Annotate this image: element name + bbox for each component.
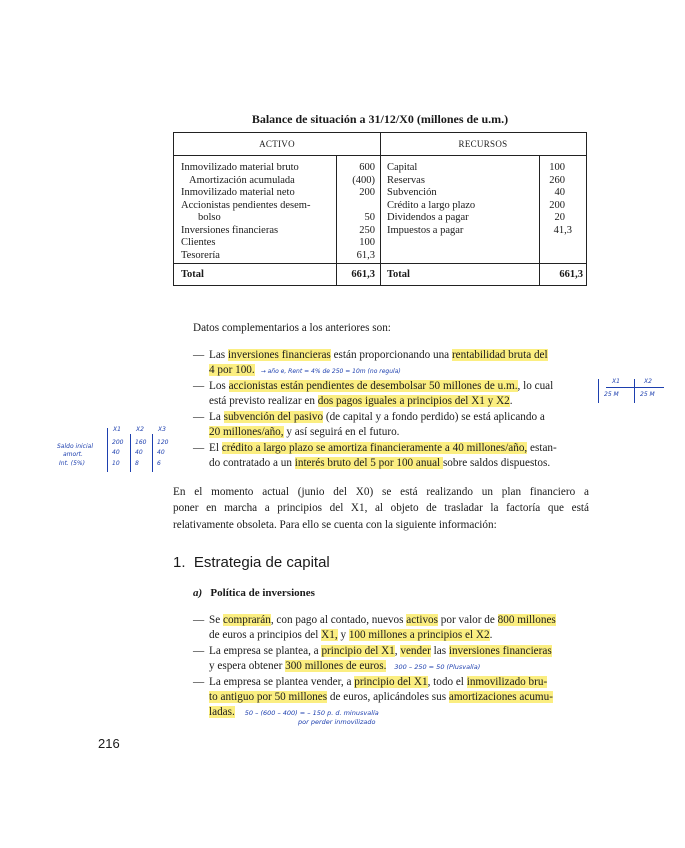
activo-row-label: Amortización acumulada <box>189 174 295 186</box>
bullet-dash: — <box>193 614 205 626</box>
highlighted-text: principio del X1 <box>354 676 428 688</box>
handwritten-note: 50 – (600 – 400) = – 150 p. d. minusvalía <box>244 709 379 718</box>
recursos-row-value: 100 <box>549 162 565 173</box>
datos-bullet-3: — La subvención del pasivo (de capital y a fondo perdido) se está aplicando a 20 millones/año, y así seguirá en el futuro. <box>193 411 545 439</box>
activo-row-value: 100 <box>359 237 375 248</box>
recursos-total-label: Total <box>387 269 410 280</box>
margin-loan-schedule: X1 X2 X3 Saldo inicial 200 160 120 amort. 40 40 40 Int. (5%) 10 8 6 <box>57 426 177 476</box>
highlighted-text: amortizaciones acumu- <box>448 691 553 704</box>
highlighted-text: rentabilidad bruta del <box>451 349 548 361</box>
recursos-row-label: Reservas <box>387 174 425 186</box>
margin-line <box>606 387 664 388</box>
highlighted-text: vender <box>400 645 431 657</box>
highlighted-text: ladas. <box>209 706 235 719</box>
recursos-row-value: 20 <box>554 212 565 223</box>
activo-total-value: 661,3 <box>351 269 375 280</box>
activo-row-value: 61,3 <box>356 249 375 261</box>
activo-row-label: Inversiones financieras <box>181 224 279 236</box>
margin-shareholder-payments: X1 X2 25 M 25 M <box>596 377 668 407</box>
activo-row-label: Inmovilizado material neto <box>181 187 295 198</box>
margin-line <box>634 379 635 403</box>
activo-row-label: Clientes <box>181 237 216 248</box>
margin-line <box>107 428 108 472</box>
margin-line <box>130 434 131 472</box>
inv-bullet-2: — La empresa se plantea, a principio del X1, vender las inversiones financieras y espera obtener 300 millones de euros. 300 – 250 = 50 (Plusvalía) <box>193 645 552 673</box>
highlighted-text: X1, <box>321 629 338 642</box>
recursos-row-value: 260 <box>549 174 565 186</box>
recursos-row-value: 41,3 <box>553 224 572 236</box>
activo-row-value: 250 <box>359 224 375 236</box>
activo-row-value: 600 <box>359 162 375 173</box>
activo-total-label: Total <box>181 269 204 280</box>
table-title: Balance de situación a 31/12/X0 (millones de u.m.) <box>251 112 509 126</box>
handwritten-note: → año e, Rent = 4% de 250 = 10m (no regula) <box>260 368 401 376</box>
datos-bullet-1: — Las inversiones financieras están proporcionando una rentabilidad bruta del 4 por 100. → año e, Rent = 4% de 250 = 10m (no regula) <box>193 349 548 377</box>
datos-intro: Datos complementarios a los anteriores son: <box>193 322 391 334</box>
recursos-row-value: 40 <box>554 187 565 198</box>
recursos-row-label: Subvención <box>387 187 437 198</box>
highlighted-text: crédito a largo plazo se amortiza financieramente a 40 millones/año, <box>221 442 528 454</box>
highlighted-text: comprarán <box>222 614 271 626</box>
bullet-dash: — <box>193 411 205 423</box>
highlighted-text: subvención del pasivo <box>223 411 324 423</box>
highlighted-text: 100 millones a principios el X2 <box>348 629 490 642</box>
handwritten-note: por perder inmovilizado <box>298 718 376 726</box>
recursos-row-label: Capital <box>387 162 418 173</box>
recursos-header: RECURSOS <box>458 139 508 149</box>
recursos-row-label: Impuestos a pagar <box>387 224 464 236</box>
activo-row-label: Accionistas pendientes desem- <box>181 199 311 211</box>
highlighted-text: dos pagos iguales a principios del X1 y X2 <box>317 395 510 408</box>
activo-row-label: Inmovilizado material bruto <box>181 162 299 173</box>
recursos-row-value: 200 <box>549 199 565 211</box>
activo-row-value: 50 <box>364 212 375 223</box>
page-number: 216 <box>98 736 120 751</box>
margin-line <box>598 379 599 403</box>
highlighted-text: principio del X1 <box>321 645 395 657</box>
datos-bullet-4: — El crédito a largo plazo se amortiza financieramente a 40 millones/año, estan- do contratado a un interés bruto del 5 por 100 anual sobre saldos dispuestos. <box>193 442 557 470</box>
inv-bullet-3: — La empresa se plantea vender, a principio del X1, todo el inmovilizado bru- to antiguo por 50 millones de euros, aplicándoles sus amortizaciones acumu- ladas. 50 – (600 – 400) = – 150 p. d. minusvalía <box>193 676 553 719</box>
activo-row-value: (400) <box>352 174 375 186</box>
bullet-dash: — <box>193 380 205 392</box>
highlighted-text: 800 millones <box>497 614 556 626</box>
datos-bullet-2: — Los accionistas están pendientes de desembolsar 50 millones de u.m., lo cual está previsto realizar en dos pagos iguales a principios del X1 y X2. <box>193 380 554 408</box>
handwritten-note: 300 – 250 = 50 (Plusvalía) <box>394 663 481 672</box>
section-title: 1. Estrategia de capital <box>173 554 330 571</box>
activo-row-value: 200 <box>359 187 375 198</box>
bullet-dash: — <box>193 442 205 454</box>
highlighted-text: accionistas están pendientes de desembolsar 50 millones de u.m. <box>228 380 518 392</box>
balance-table <box>173 132 587 286</box>
table-divider <box>380 133 381 285</box>
activo-row-label: Tesorería <box>181 249 220 261</box>
highlighted-text: to antiguo por 50 millones <box>209 691 328 704</box>
subsection-title: a) Política de inversiones <box>193 587 315 599</box>
bullet-dash: — <box>193 349 205 361</box>
bullet-dash: — <box>193 676 205 688</box>
activo-row-label: bolso <box>198 212 221 223</box>
highlighted-text: activos <box>406 614 438 626</box>
recursos-total-value: 661,3 <box>559 269 583 280</box>
highlighted-text: 4 por 100. <box>209 364 255 377</box>
inv-bullet-1: — Se comprarán, con pago al contado, nuevos activos por valor de 800 millones de euros a principios del X1, y 100 millones a principios el X2. <box>193 614 556 642</box>
highlighted-text: inversiones financieras <box>448 645 552 657</box>
bullet-dash: — <box>193 645 205 657</box>
highlighted-text: inversiones financieras <box>227 349 331 361</box>
plan-paragraph: En el momento actual (junio del X0) se está realizando un plan financiero a poner en marcha a principios del X1, al objeto de trasladar la factoría que está relativamente obsoleta. Para ello se cuenta con la siguiente información: <box>173 486 589 531</box>
margin-line <box>152 434 153 472</box>
highlighted-text: 20 millones/año, <box>209 426 284 439</box>
highlighted-text: interés bruto del 5 por 100 anual <box>294 457 443 470</box>
recursos-row-label: Crédito a largo plazo <box>387 199 476 211</box>
activo-header: ACTIVO <box>259 139 295 149</box>
highlighted-text: 300 millones de euros. <box>285 660 387 673</box>
highlighted-text: inmovilizado bru- <box>466 676 548 688</box>
recursos-row-label: Dividendos a pagar <box>387 212 469 223</box>
